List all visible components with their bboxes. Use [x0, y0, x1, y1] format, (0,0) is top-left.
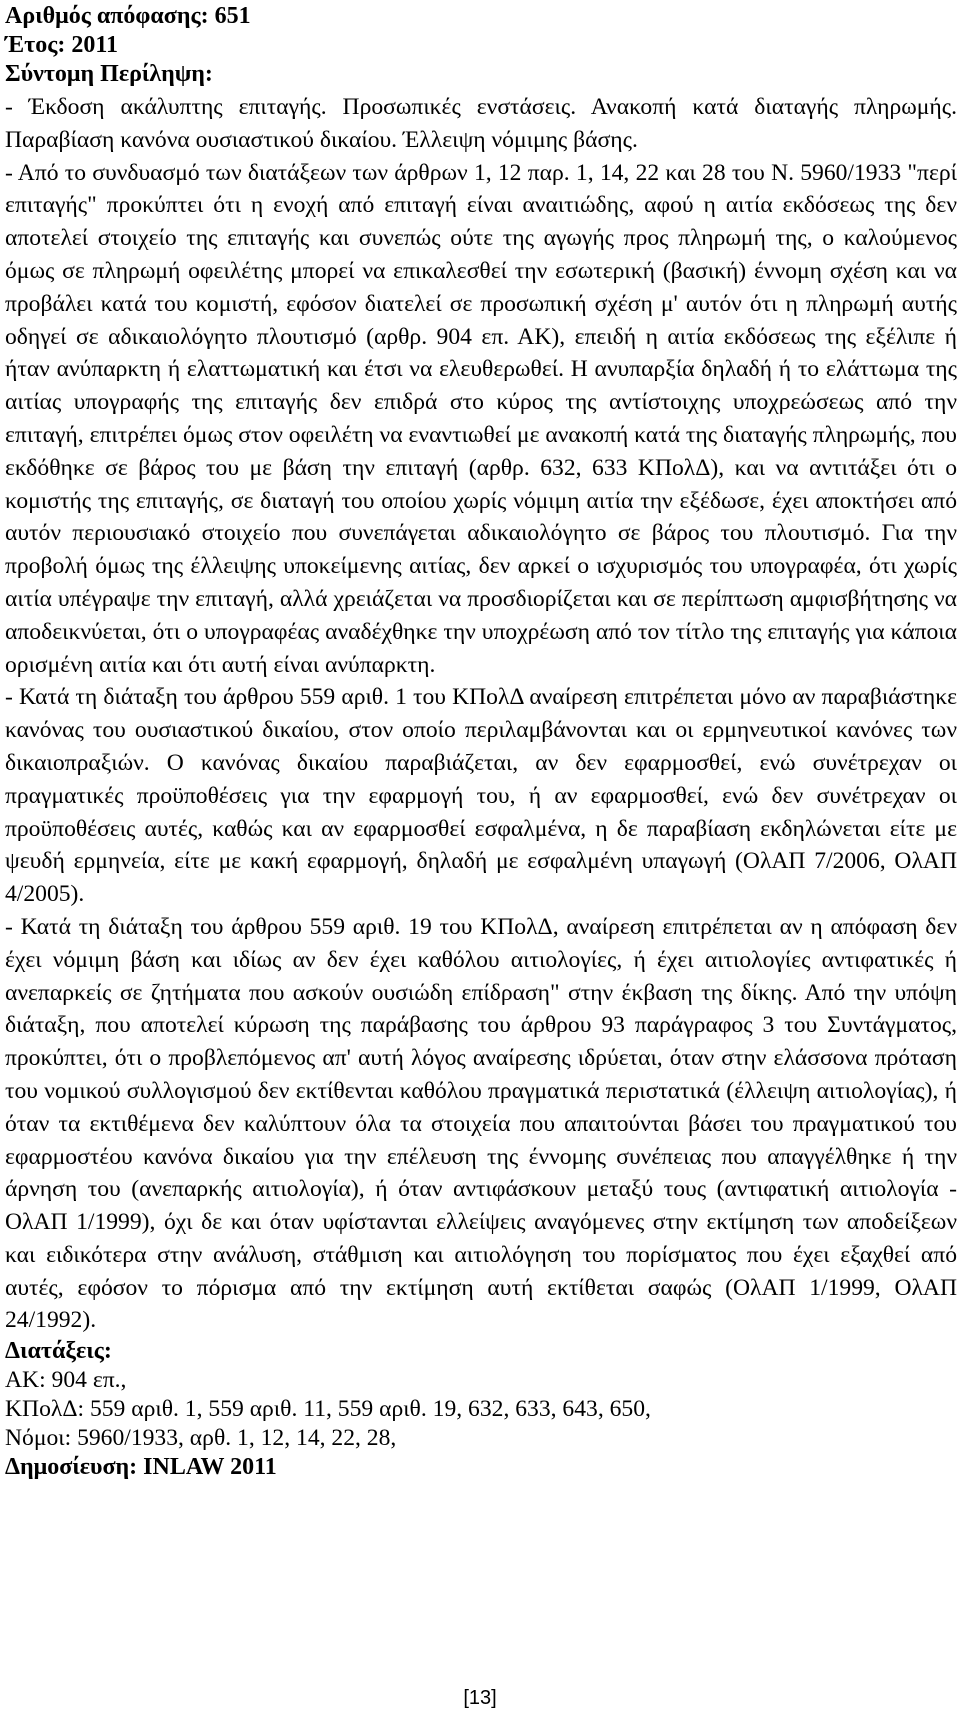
decision-year: Έτος: 2011 [5, 32, 119, 58]
summary-paragraph: - Κατά τη διάταξη του άρθρου 559 αριθ. 1 του ΚΠολΔ αναίρεση επιτρέπεται μόνο αν παραβιάστηκε κανόνας του ουσιαστικού δικαίου, στον οποίο περιλαμβάνονται και οι ερμηνευτικοί κανόνες των δικαιοπραξιών. Ο κανόνας δικαίου παραβιάζεται, αν δεν εφαρμοσθεί, ενώ συνέτρεχαν οι πραγματικές προϋποθέσεις για την εφαρμογή του, ή αν εφαρμοσθεί, ενώ δεν συνέτρεχαν οι προϋποθέσεις αυτές, καθώς και αν εφαρμοσθεί εσφαλμένα, η δε παραβίαση εκδηλώνεται είτε με ψευδή ερμηνεία, είτε με κακή εφαρμογή, δηλαδή με εσφαλμένη υπαγωγή (ΟλΑΠ 7/2006, ΟλΑΠ 4/2005). [5, 684, 957, 908]
page-number: [13] [463, 1687, 497, 1709]
provision-line: Νόμοι: 5960/1933, αρθ. 1, 12, 14, 22, 28, [5, 1425, 397, 1452]
provision-line: ΚΠολΔ: 559 αριθ. 1, 559 αριθ. 11, 559 αριθ. 19, 632, 633, 643, 650, [5, 1396, 651, 1423]
summary-title: Σύντομη Περίληψη: [5, 61, 213, 87]
provisions-title: Διατάξεις: [5, 1338, 112, 1365]
decision-number: Αριθμός απόφασης: 651 [5, 3, 251, 29]
summary-paragraph: - Από το συνδυασμό των διατάξεων των άρθρων 1, 12 παρ. 1, 14, 22 και 28 του Ν. 5960/1933 "περί επιταγής" προκύπτει ότι η ενοχή από επιταγή είναι αναιτιώδης, αφού η αιτία εκδόσεως της δεν αποτελεί στοιχείο της επιταγής και συνεπώς ούτε της αγωγής προς πληρωμή της, ο καλούμενος όμως σε πληρωμή οφειλέτης μπορεί να επικαλεσθεί την εσωτερική (βασική) έννομη σχέση και να προβάλει κατά του κομιστή, εφόσον διατελεί σε προσωπική σχέση μ' αυτόν ότι η πληρωμή αυτής οδηγεί σε αδικαιολόγητο πλουτισμό (αρθρ. 904 επ. ΑΚ), επειδή η αιτία εκδόσεως της εξέλιπε ή ήταν ανύπαρκτη ή ελαττωματική και έτσι να ελευθερωθεί. Η ανυπαρξία δηλαδή ή το ελάττωμα της αιτίας υπογραφής της επιταγής δεν επιδρά στο κύρος της αντίστοιχης υποχρεώσεως από την επιταγή, επιτρέπει όμως στον οφειλέτη να εναντιωθεί με ανακοπή κατά της διαταγής πληρωμής, που εκδόθηκε σε βάρος του με βάση την επιταγή (αρθρ. 632, 633 ΚΠολΔ), και να αντιτάξει ότι ο κομιστής της επιταγής, σε διαταγή του οποίου χωρίς νόμιμη αιτία την εξέδωσε, έχει αποκτήσει από αυτόν περιουσιακό στοιχείο που συνεπάγεται αδικαιολόγητο σε βάρος του πλουτισμό. Για την προβολή όμως της έλλειψης υποκείμενης αιτίας, δεν αρκεί ο ισχυρισμός του υπογραφέα, ότι χωρίς αιτία υπέγραψε την επιταγή, αλλά χρειάζεται να προσδιορίζεται και σε περίπτωση αμφισβήτησης να αποδεικνύεται, ότι ο υπογραφέας αναδέχθηκε την υποχρέωση από τον τίτλο της επιταγής για κάποια ορισμένη αιτία και ότι αυτή είναι ανύπαρκτη. [5, 159, 957, 678]
summary-paragraph: - Κατά τη διάταξη του άρθρου 559 αριθ. 19 του ΚΠολΔ, αναίρεση επιτρέπεται αν η απόφαση δεν έχει νόμιμη βάση και ιδίως αν δεν έχει καθόλου αιτιολογίες, ή έχει αιτιολογίες αντιφατικές ή ανεπαρκείς σε ζητήματα που ασκούν ουσιώδη επίδραση" στην έκβαση της δίκης. Από την υπόψη διάταξη, που αποτελεί κύρωση της παράβασης του άρθρου 93 παράγραφος 3 του Συντάγματος, προκύπτει, ότι ο προβλεπόμενος απ' αυτή λόγος αναίρεσης ιδρύεται, όταν στην ελάσσονα πρόταση του νομικού συλλογισμού δεν εκτίθενται καθόλου πραγματικά περιστατικά (έλλειψη αιτιολογίας), ή όταν τα εκτιθέμενα δεν καλύπτουν όλα τα στοιχεία που απαιτούνται βάσει του πραγματικού του εφαρμοστέου κανόνα δικαίου για την επέλευση της έννομης συνέπειας που απαγγέλθηκε ή την άρνηση του (ανεπαρκής αιτιολογία), ή όταν αντιφάσκουν μεταξύ τους (αντιφατική αιτιολογία - ΟλΑΠ 1/1999), όχι δε και όταν υφίστανται ελλείψεις αναγόμενες στην εκτίμηση των αποδείξεων και ειδικότερα στην ανάλυση, στάθμιση και αιτιολόγηση του πορίσματος που έχει εξαχθεί από αυτές, εφόσον το πόρισμα από την εκτίμηση αυτή εκτίθεται σαφώς (ΟλΑΠ 1/1999, ΟλΑΠ 24/1992). [5, 913, 957, 1334]
provision-line: ΑΚ: 904 επ., [5, 1367, 127, 1394]
summary-paragraph: - Έκδοση ακάλυπτης επιταγής. Προσωπικές ενστάσεις. Ανακοπή κατά διαταγής πληρωμής. Παραβίαση κανόνα ουσιαστικού δικαίου. Έλλειψη νόμιμης βάσης. [5, 94, 957, 153]
publication-line: Δημοσίευση: INLAW 2011 [5, 1454, 277, 1481]
document-page [5, 0, 957, 1482]
summary-body [5, 91, 957, 1337]
